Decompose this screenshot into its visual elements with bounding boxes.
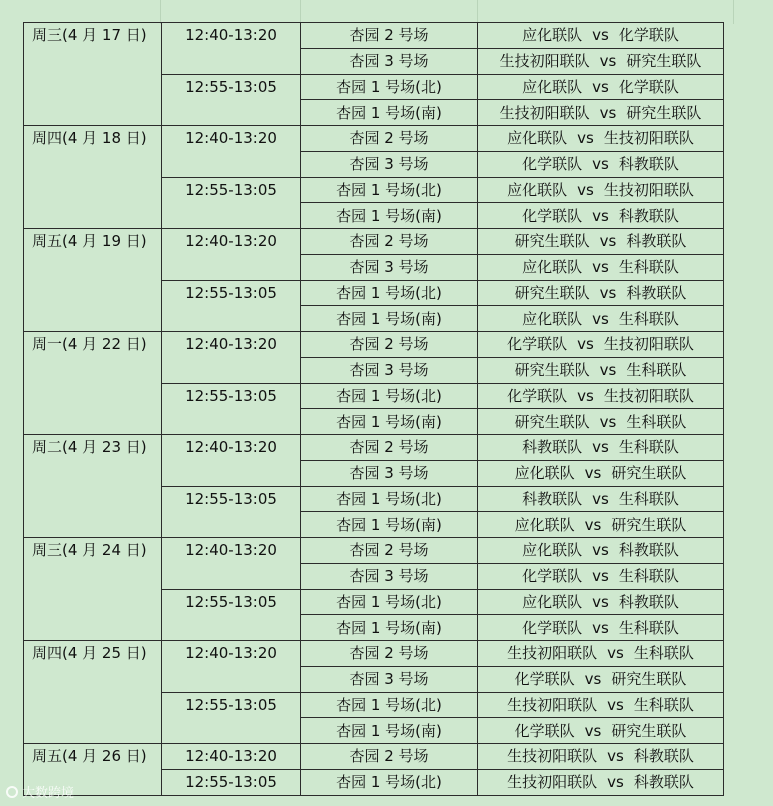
vs-label: vs — [599, 103, 617, 122]
match-cell — [478, 615, 724, 641]
venue-cell: 杏园 2 号场 — [301, 435, 478, 461]
away-team: 生科联队 — [626, 361, 687, 380]
venue-cell: 杏园 2 号场 — [301, 229, 478, 255]
day-cell: 周三(4 月 24 日) — [24, 538, 162, 641]
home-team: 应化联队 — [522, 258, 583, 277]
day-cell: 周五(4 月 19 日) — [24, 229, 162, 332]
day-cell: 周四(4 月 18 日) — [24, 126, 162, 229]
time-cell: 12:55-13:05 — [162, 280, 301, 332]
home-team: 应化联队 — [514, 464, 575, 483]
match-cell — [478, 306, 724, 332]
match-cell — [478, 74, 724, 100]
home-team: 应化联队 — [522, 309, 583, 328]
match-cell — [478, 641, 724, 667]
venue-cell: 杏园 1 号场(北) — [301, 280, 478, 306]
home-team: 应化联队 — [522, 77, 583, 96]
header-gridline — [300, 0, 301, 24]
home-team: 生技初阳联队 — [499, 103, 590, 122]
vs-label: vs — [607, 644, 624, 663]
time-cell: 12:55-13:05 — [162, 177, 301, 229]
home-team: 应化联队 — [522, 592, 583, 611]
away-team: 研究生联队 — [626, 103, 702, 122]
match-cell — [478, 383, 724, 409]
vs-label: vs — [599, 52, 617, 71]
vs-label: vs — [592, 592, 609, 611]
day-cell: 周二(4 月 23 日) — [24, 435, 162, 538]
venue-cell: 杏园 3 号场 — [301, 254, 478, 280]
home-team: 科教联队 — [522, 438, 583, 457]
vs-label: vs — [592, 309, 609, 328]
match-cell — [478, 357, 724, 383]
home-team: 研究生联队 — [514, 283, 590, 302]
away-team: 研究生联队 — [611, 721, 687, 740]
match-cell — [478, 48, 724, 74]
vs-label: vs — [592, 258, 609, 277]
table-row — [24, 435, 724, 461]
vs-label: vs — [577, 129, 594, 148]
away-team: 科教联队 — [626, 283, 687, 302]
match-cell — [478, 151, 724, 177]
match-cell — [478, 744, 724, 770]
time-cell: 12:40-13:20 — [162, 126, 301, 178]
away-team: 科教联队 — [626, 232, 687, 251]
table-row — [24, 23, 724, 49]
match-cell — [478, 254, 724, 280]
away-team: 化学联队 — [618, 26, 679, 45]
home-team: 生技初阳联队 — [507, 747, 598, 766]
time-cell: 12:40-13:20 — [162, 332, 301, 384]
home-team: 科教联队 — [522, 489, 583, 508]
time-cell: 12:55-13:05 — [162, 383, 301, 435]
away-team: 生科联队 — [618, 438, 679, 457]
venue-cell: 杏园 1 号场(北) — [301, 589, 478, 615]
match-cell — [478, 332, 724, 358]
vs-label: vs — [577, 386, 594, 405]
header-gridline — [160, 0, 161, 24]
venue-cell: 杏园 2 号场 — [301, 744, 478, 770]
match-schedule-table — [23, 22, 724, 796]
venue-cell: 杏园 1 号场(南) — [301, 306, 478, 332]
venue-cell: 杏园 3 号场 — [301, 357, 478, 383]
vs-label: vs — [584, 464, 602, 483]
home-team: 生技初阳联队 — [507, 644, 598, 663]
away-team: 科教联队 — [618, 592, 679, 611]
day-cell: 周三(4 月 17 日) — [24, 23, 162, 126]
home-team: 化学联队 — [522, 206, 583, 225]
match-cell — [478, 203, 724, 229]
home-team: 化学联队 — [514, 670, 575, 689]
match-cell — [478, 538, 724, 564]
away-team: 研究生联队 — [611, 515, 687, 534]
time-cell: 12:40-13:20 — [162, 23, 301, 75]
away-team: 生技初阳联队 — [603, 335, 694, 354]
header-gridline — [733, 0, 734, 24]
vs-label: vs — [599, 232, 617, 251]
match-cell — [478, 280, 724, 306]
venue-cell: 杏园 1 号场(北) — [301, 177, 478, 203]
home-team: 研究生联队 — [514, 232, 590, 251]
venue-cell: 杏园 3 号场 — [301, 48, 478, 74]
home-team: 生技初阳联队 — [499, 52, 590, 71]
venue-cell: 杏园 3 号场 — [301, 151, 478, 177]
venue-cell: 杏园 2 号场 — [301, 332, 478, 358]
venue-cell: 杏园 1 号场(南) — [301, 203, 478, 229]
venue-cell: 杏园 1 号场(南) — [301, 100, 478, 126]
away-team: 生科联队 — [633, 644, 694, 663]
vs-label: vs — [607, 773, 624, 792]
venue-cell: 杏园 3 号场 — [301, 666, 478, 692]
venue-cell: 杏园 1 号场(北) — [301, 74, 478, 100]
table-row — [24, 641, 724, 667]
time-cell: 12:55-13:05 — [162, 692, 301, 744]
vs-label: vs — [577, 335, 594, 354]
away-team: 生技初阳联队 — [603, 129, 694, 148]
time-cell: 12:40-13:20 — [162, 744, 301, 770]
vs-label: vs — [592, 77, 609, 96]
vs-label: vs — [592, 541, 609, 560]
venue-cell: 杏园 2 号场 — [301, 641, 478, 667]
watermark — [6, 782, 74, 801]
time-cell: 12:40-13:20 — [162, 435, 301, 487]
vs-label: vs — [577, 180, 594, 199]
venue-cell: 杏园 2 号场 — [301, 23, 478, 49]
time-cell: 12:40-13:20 — [162, 229, 301, 281]
match-cell — [478, 666, 724, 692]
home-team: 化学联队 — [522, 567, 583, 586]
match-cell — [478, 460, 724, 486]
match-cell — [478, 100, 724, 126]
away-team: 科教联队 — [618, 206, 679, 225]
vs-label: vs — [592, 489, 609, 508]
home-team: 化学联队 — [522, 618, 583, 637]
vs-label: vs — [599, 283, 617, 302]
time-cell: 12:40-13:20 — [162, 538, 301, 590]
home-team: 研究生联队 — [514, 361, 590, 380]
home-team: 化学联队 — [522, 155, 583, 174]
away-team: 生科联队 — [618, 258, 679, 277]
away-team: 科教联队 — [633, 747, 694, 766]
match-cell — [478, 563, 724, 589]
time-cell: 12:40-13:20 — [162, 641, 301, 693]
away-team: 科教联队 — [618, 155, 679, 174]
home-team: 应化联队 — [522, 541, 583, 560]
vs-label: vs — [592, 438, 609, 457]
vs-label: vs — [607, 747, 624, 766]
home-team: 应化联队 — [522, 26, 583, 45]
vs-label: vs — [584, 515, 602, 534]
vs-label: vs — [592, 26, 609, 45]
venue-cell: 杏园 1 号场(南) — [301, 615, 478, 641]
venue-cell: 杏园 1 号场(北) — [301, 692, 478, 718]
venue-cell: 杏园 1 号场(南) — [301, 512, 478, 538]
match-cell — [478, 23, 724, 49]
time-cell: 12:55-13:05 — [162, 589, 301, 641]
header-gridline — [477, 0, 478, 24]
venue-cell: 杏园 1 号场(北) — [301, 769, 478, 795]
watermark-text: 大数跨境 — [22, 786, 75, 801]
venue-cell: 杏园 3 号场 — [301, 460, 478, 486]
home-team: 生技初阳联队 — [507, 773, 598, 792]
home-team: 化学联队 — [514, 721, 575, 740]
match-cell — [478, 126, 724, 152]
venue-cell: 杏园 3 号场 — [301, 563, 478, 589]
away-team: 生技初阳联队 — [603, 386, 694, 405]
table-row — [24, 126, 724, 152]
away-team: 化学联队 — [618, 77, 679, 96]
away-team: 科教联队 — [618, 541, 679, 560]
vs-label: vs — [599, 361, 617, 380]
venue-cell: 杏园 1 号场(南) — [301, 718, 478, 744]
time-cell: 12:55-13:05 — [162, 74, 301, 126]
match-cell — [478, 177, 724, 203]
away-team: 生科联队 — [618, 618, 679, 637]
venue-cell: 杏园 1 号场(北) — [301, 486, 478, 512]
match-cell — [478, 512, 724, 538]
match-cell — [478, 589, 724, 615]
match-cell — [478, 229, 724, 255]
vs-label: vs — [592, 155, 609, 174]
away-team: 生科联队 — [618, 309, 679, 328]
away-team: 生科联队 — [626, 412, 687, 431]
table-row — [24, 744, 724, 770]
away-team: 生科联队 — [618, 489, 679, 508]
home-team: 化学联队 — [507, 386, 568, 405]
vs-label: vs — [592, 618, 609, 637]
schedule-body — [24, 23, 724, 796]
match-cell — [478, 769, 724, 795]
vs-label: vs — [584, 721, 602, 740]
away-team: 生科联队 — [618, 567, 679, 586]
vs-label: vs — [592, 206, 609, 225]
match-cell — [478, 718, 724, 744]
home-team: 研究生联队 — [514, 412, 590, 431]
match-cell — [478, 486, 724, 512]
day-cell: 周四(4 月 25 日) — [24, 641, 162, 744]
vs-label: vs — [599, 412, 617, 431]
away-team: 研究生联队 — [611, 464, 687, 483]
table-row — [24, 332, 724, 358]
day-cell: 周五(4 月 26 日) — [24, 744, 162, 796]
venue-cell: 杏园 2 号场 — [301, 538, 478, 564]
venue-cell: 杏园 1 号场(北) — [301, 383, 478, 409]
home-team: 应化联队 — [514, 515, 575, 534]
match-cell — [478, 692, 724, 718]
match-cell — [478, 409, 724, 435]
watermark-logo-icon — [6, 786, 18, 798]
away-team: 生技初阳联队 — [603, 180, 694, 199]
time-cell: 12:55-13:05 — [162, 486, 301, 538]
home-team: 应化联队 — [507, 180, 568, 199]
away-team: 科教联队 — [633, 773, 694, 792]
home-team: 应化联队 — [507, 129, 568, 148]
vs-label: vs — [592, 567, 609, 586]
venue-cell: 杏园 1 号场(南) — [301, 409, 478, 435]
away-team: 生科联队 — [633, 695, 694, 714]
vs-label: vs — [584, 670, 602, 689]
home-team: 化学联队 — [507, 335, 568, 354]
day-cell: 周一(4 月 22 日) — [24, 332, 162, 435]
venue-cell: 杏园 2 号场 — [301, 126, 478, 152]
time-cell: 12:55-13:05 — [162, 769, 301, 795]
away-team: 研究生联队 — [611, 670, 687, 689]
home-team: 生技初阳联队 — [507, 695, 598, 714]
vs-label: vs — [607, 695, 624, 714]
match-cell — [478, 435, 724, 461]
table-row — [24, 229, 724, 255]
table-row — [24, 538, 724, 564]
away-team: 研究生联队 — [626, 52, 702, 71]
